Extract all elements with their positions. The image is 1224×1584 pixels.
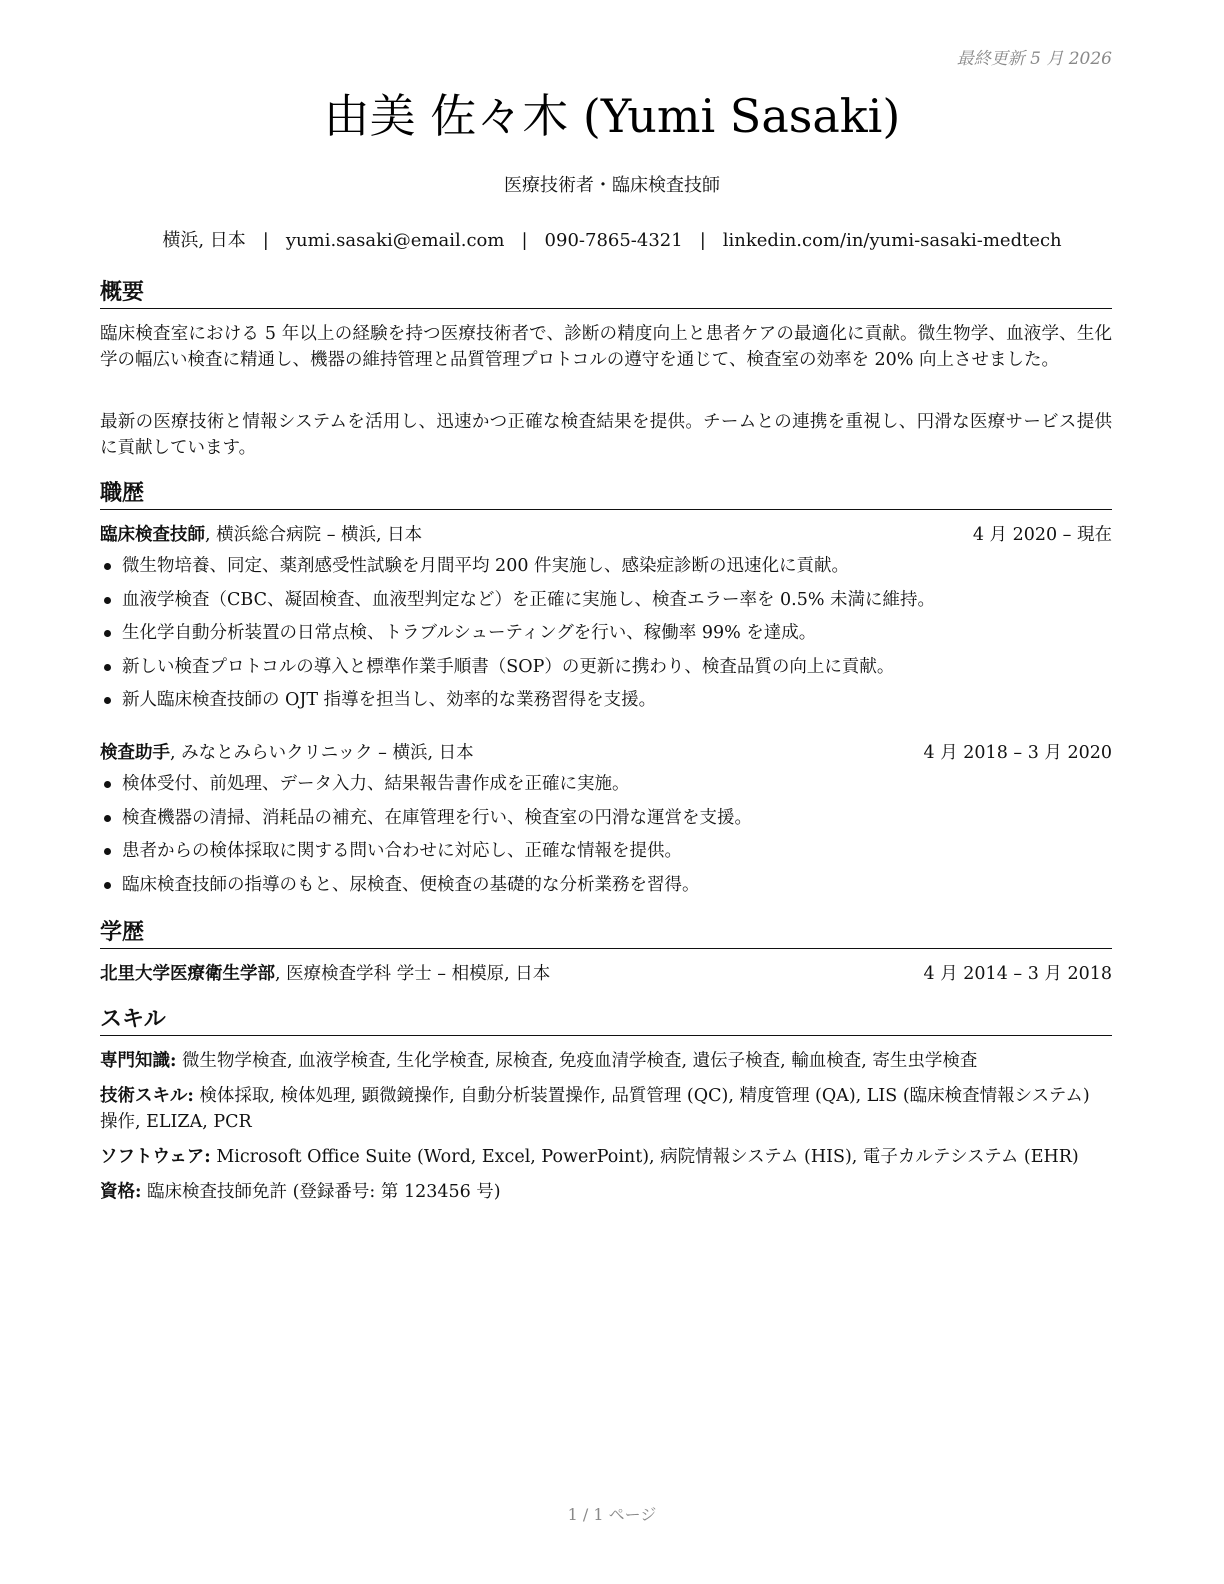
education-entry: [100, 961, 1112, 987]
job-bullet: 血液学検査（CBC、凝固検査、血液型判定など）を正確に実施し、検査エラー率を 0.5% 未満に維持。: [100, 587, 1112, 613]
job-title: 臨床検査技師: [100, 525, 205, 545]
job-bullet: 生化学自動分析装置の日常点検、トラブルシューティングを行い、稼働率 99% を達成。: [100, 620, 1112, 646]
job-title: 検査助手: [100, 743, 170, 763]
contact-location: 横浜, 日本: [162, 230, 246, 251]
skill-line: [100, 1144, 1112, 1170]
skill-label: ソフトウェア:: [100, 1147, 211, 1167]
job-bullet: 患者からの検体採取に関する問い合わせに対応し、正確な情報を提供。: [100, 838, 1112, 864]
skill-line: [100, 1179, 1112, 1205]
job-header: [100, 522, 1112, 548]
job-org: , みなとみらいクリニック – 横浜, 日本: [170, 743, 474, 763]
job-header: [100, 740, 1112, 766]
job-date: 4 月 2020 – 現在: [972, 525, 1112, 545]
skill-line: [100, 1083, 1112, 1135]
skill-value: Microsoft Office Suite (Word, Excel, PowerPoint), 病院情報システム (HIS), 電子カルテシステム (EHR): [210, 1147, 1079, 1167]
separator: |: [262, 230, 269, 251]
skill-label: 技術スキル:: [100, 1086, 194, 1106]
contact-email[interactable]: yumi.sasaki@email.com: [285, 230, 505, 251]
skill-label: 資格:: [100, 1182, 142, 1202]
section-heading-experience: 職歴: [100, 478, 1112, 510]
candidate-name: 由美 佐々木 (Yumi Sasaki): [323, 89, 901, 143]
separator: |: [699, 230, 706, 251]
contact-linkedin[interactable]: linkedin.com/in/yumi-sasaki-medtech: [722, 230, 1062, 251]
skill-value: 臨床検査技師免許 (登録番号: 第 123456 号): [141, 1182, 501, 1202]
section-heading-summary: 概要: [100, 277, 1112, 309]
job-bullet: 臨床検査技師の指導のもと、尿検査、便検査の基礎的な分析業務を習得。: [100, 872, 1112, 898]
skill-line: [100, 1048, 1112, 1074]
contact-line: [0, 226, 1224, 252]
job-bullet: 微生物培養、同定、薬剤感受性試験を月間平均 200 件実施し、感染症診断の迅速化に貢献。: [100, 553, 1112, 579]
summary-paragraph: 最新の医療技術と情報システムを活用し、迅速かつ正確な検査結果を提供。チームとの連携を重視し、円滑な医療サービス提供に貢献しています。: [100, 412, 1112, 458]
job-bullet: 検体受付、前処理、データ入力、結果報告書作成を正確に実施。: [100, 771, 1112, 797]
job-org: , 横浜総合病院 – 横浜, 日本: [205, 525, 423, 545]
separator: |: [521, 230, 528, 251]
section-heading-skills: スキル: [100, 1004, 1112, 1036]
education-date: 4 月 2014 – 3 月 2018: [923, 964, 1112, 984]
education-school: 北里大学医療衛生学部: [100, 964, 275, 984]
candidate-role: 医療技術者・臨床検査技師: [504, 175, 720, 196]
contact-phone[interactable]: 090-7865-4321: [544, 230, 683, 251]
section-heading-education: 学歴: [100, 917, 1112, 949]
last-updated: 最終更新 5 月 2026: [956, 49, 1112, 69]
skill-label: 専門知識:: [100, 1051, 177, 1071]
job-bullet: 検査機器の清掃、消耗品の補充、在庫管理を行い、検査室の円滑な運営を支援。: [100, 805, 1112, 831]
job-bullet: 新しい検査プロトコルの導入と標準作業手順書（SOP）の更新に携わり、検査品質の向上に貢献。: [100, 654, 1112, 680]
job-bullet: 新人臨床検査技師の OJT 指導を担当し、効率的な業務習得を支援。: [100, 687, 1112, 713]
education-detail: , 医療検査学科 学士 – 相模原, 日本: [275, 964, 551, 984]
summary-paragraph: 臨床検査室における 5 年以上の経験を持つ医療技術者で、診断の精度向上と患者ケアの最適化に貢献。微生物学、血液学、生化学の幅広い検査に精通し、機器の維持管理と品質管理プロトコルの遵守を通じて、検査室の効率を 20% 向上させました。: [100, 324, 1112, 370]
skill-value: 検体採取, 検体処理, 顕微鏡操作, 自動分析装置操作, 品質管理 (QC), 精度管理 (QA), LIS (臨床検査情報システム) 操作, ELIZA, PCR: [100, 1086, 1090, 1132]
page-indicator: 1 / 1 ページ: [567, 1505, 657, 1524]
job-date: 4 月 2018 – 3 月 2020: [923, 743, 1112, 763]
skill-value: 微生物学検査, 血液学検査, 生化学検査, 尿検査, 免疫血清学検査, 遺伝子検査, 輸血検査, 寄生虫学検査: [176, 1051, 978, 1071]
